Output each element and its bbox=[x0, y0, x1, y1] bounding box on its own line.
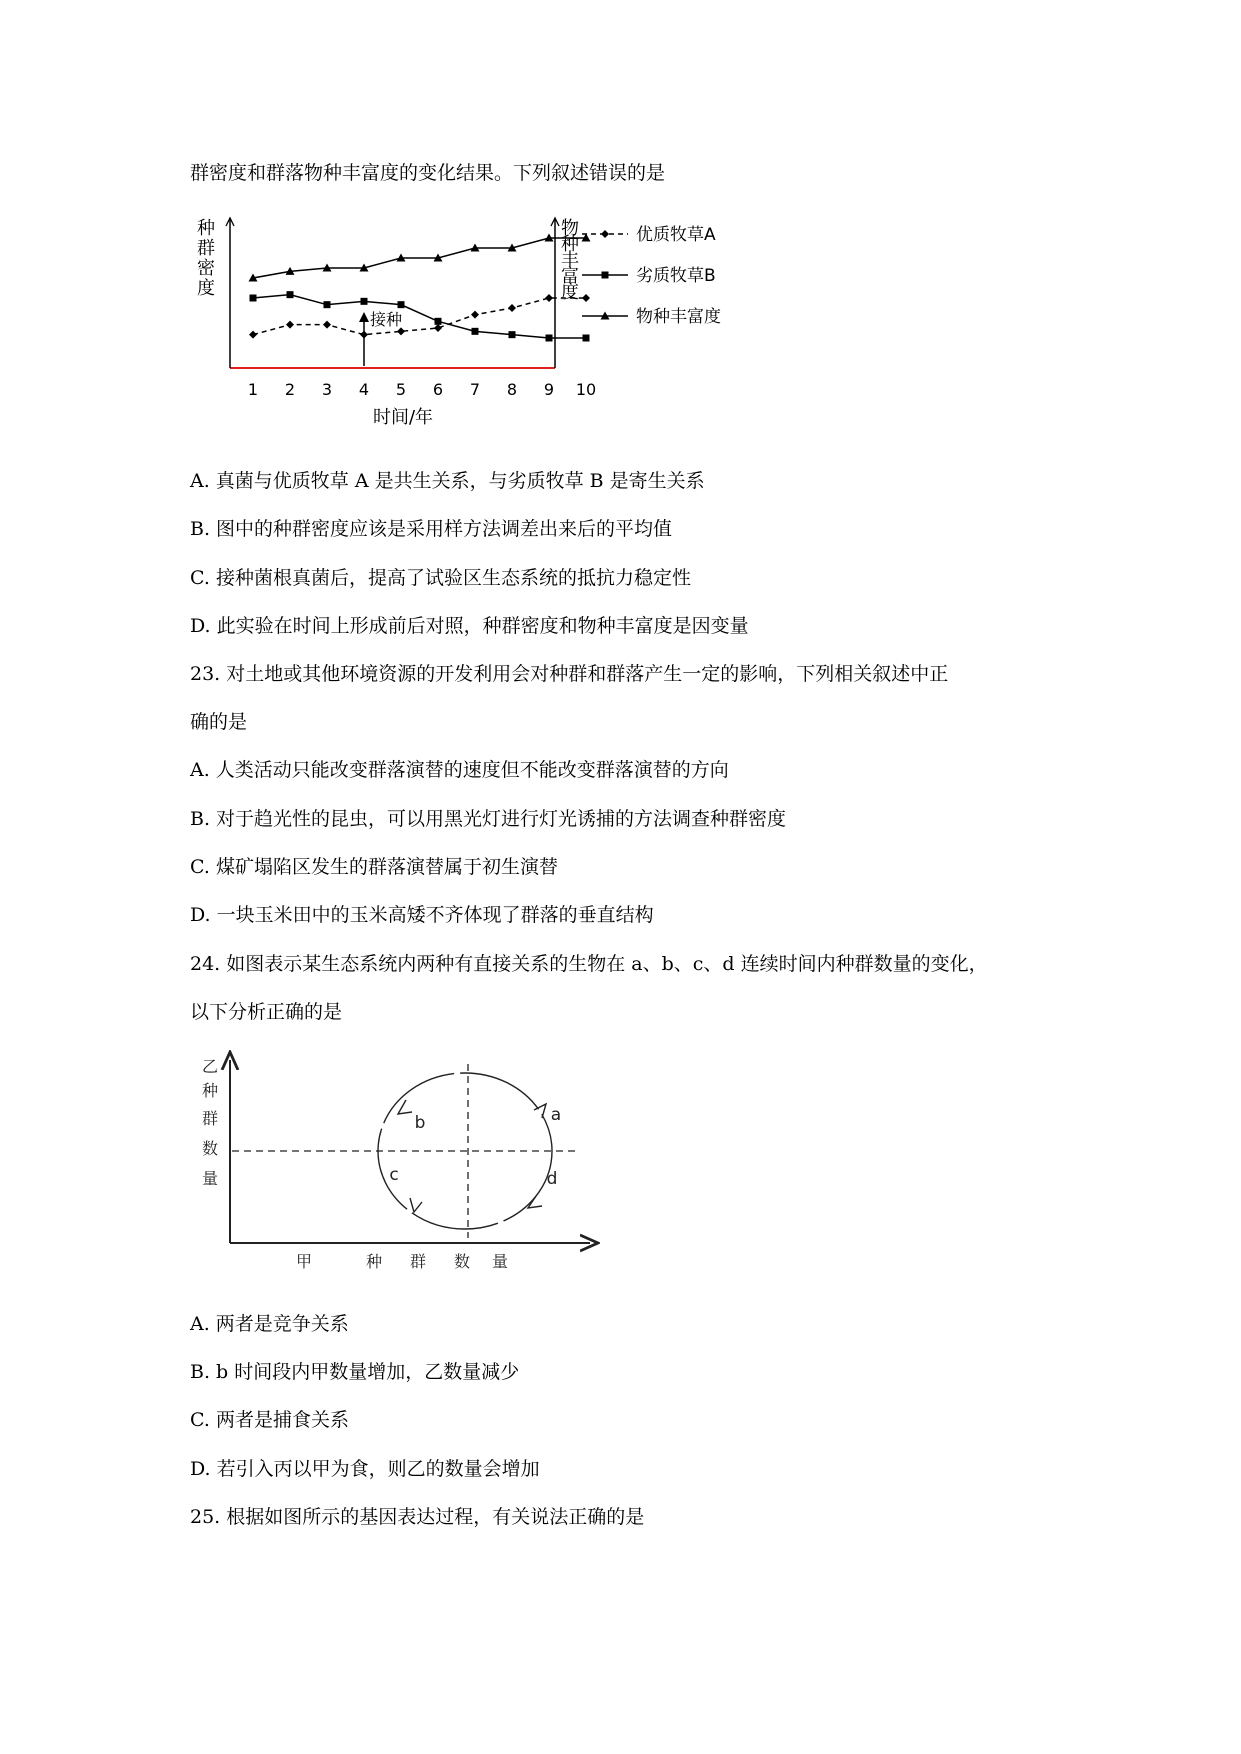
x-axis-label: 时间/年 bbox=[372, 407, 434, 428]
y-label-left-char: 度 bbox=[197, 278, 215, 299]
series-1-point bbox=[286, 321, 294, 329]
cycle-y-label bbox=[202, 1057, 218, 1188]
series-line-1 bbox=[253, 298, 586, 335]
series-2-point bbox=[435, 318, 442, 325]
series-1-point bbox=[323, 321, 331, 329]
chart-legend bbox=[582, 225, 721, 327]
legend-label-1: 优质牧草A bbox=[636, 225, 716, 245]
svg-text:群: 群 bbox=[201, 1109, 219, 1128]
series-line-3 bbox=[253, 238, 586, 278]
q23-option-c: C. 煤矿塌陷区发生的群落演替属于初生演替 bbox=[190, 856, 558, 878]
q24-option-d: D. 若引入丙以甲为食，则乙的数量会增加 bbox=[190, 1458, 540, 1480]
x-tick-label: 6 bbox=[432, 380, 444, 399]
series-2-point bbox=[472, 328, 479, 335]
y-label-right-char: 丰 bbox=[561, 250, 579, 271]
q24-option-c: C. 两者是捕食关系 bbox=[190, 1409, 349, 1431]
series-2-point bbox=[250, 295, 257, 302]
cycle-x-label bbox=[296, 1252, 508, 1270]
q23-option-b: B. 对于趋光性的昆虫，可以用黑光灯进行灯光诱捕的方法调查种群密度 bbox=[190, 808, 787, 830]
q25-stem: 25. 根据如图所示的基因表达过程，有关说法正确的是 bbox=[190, 1506, 645, 1528]
q24-option-b: B. b 时间段内甲数量增加，乙数量减少 bbox=[190, 1361, 520, 1383]
segment-label-c: c bbox=[389, 1165, 399, 1185]
x-tick-label: 5 bbox=[395, 380, 407, 399]
series-1-point bbox=[249, 331, 257, 339]
series-1-point bbox=[434, 324, 442, 332]
series-1-point bbox=[582, 294, 590, 302]
x-tick-label: 7 bbox=[469, 380, 481, 399]
y-label-right-char: 度 bbox=[561, 282, 579, 303]
svg-text:种: 种 bbox=[365, 1252, 383, 1270]
x-tick-label: 4 bbox=[358, 380, 370, 399]
y-label-right-char: 种 bbox=[561, 234, 579, 255]
segment-label-d: d bbox=[546, 1169, 558, 1189]
series-2-point bbox=[324, 301, 331, 308]
series-2-point bbox=[398, 301, 405, 308]
svg-text:量: 量 bbox=[201, 1169, 219, 1188]
population-density-chart bbox=[190, 212, 830, 434]
legend-marker-2 bbox=[602, 272, 609, 279]
series-1-point bbox=[360, 331, 368, 339]
series-2-point bbox=[546, 335, 553, 342]
series-1-point bbox=[471, 311, 479, 319]
y-label-left-char: 群 bbox=[197, 238, 215, 259]
series-2-point bbox=[287, 291, 294, 298]
segment-label-b: b bbox=[414, 1113, 426, 1133]
annotation-arrow-head bbox=[359, 312, 369, 322]
cycle-guides bbox=[232, 1064, 580, 1238]
svg-text:群: 群 bbox=[409, 1252, 427, 1270]
series-2-point bbox=[361, 298, 368, 305]
series-2-point bbox=[583, 335, 590, 342]
annotation-label: 接种 bbox=[370, 310, 403, 329]
x-tick-label: 2 bbox=[284, 380, 296, 399]
chart-marks bbox=[249, 234, 591, 367]
q24-stem-line1: 24. 如图表示某生态系统内两种有直接关系的生物在 a、b、c、d 连续时间内种群数量的变化， bbox=[190, 953, 988, 975]
x-tick-label: 1 bbox=[247, 380, 259, 399]
q22-option-b: B. 图中的种群密度应该是采用样方法调差出来后的平均值 bbox=[190, 518, 673, 540]
q24-option-a: A. 两者是竞争关系 bbox=[190, 1313, 349, 1335]
series-1-point bbox=[545, 294, 553, 302]
q23-option-d: D. 一块玉米田中的玉米高矮不齐体现了群落的垂直结构 bbox=[190, 904, 654, 926]
population-cycle-diagram bbox=[190, 1048, 620, 1270]
q24-stem-line2: 以下分析正确的是 bbox=[190, 1001, 343, 1023]
svg-text:种: 种 bbox=[201, 1081, 219, 1100]
legend-label-2: 劣质牧草B bbox=[636, 266, 716, 286]
y-label-left-char: 种 bbox=[197, 218, 215, 239]
q23-stem-line1: 23. 对土地或其他环境资源的开发利用会对种群和群落产生一定的影响，下列相关叙述中正 bbox=[190, 663, 949, 685]
series-2-point bbox=[509, 331, 516, 338]
svg-text:数: 数 bbox=[453, 1252, 471, 1270]
svg-text:甲: 甲 bbox=[295, 1252, 313, 1270]
q22-option-c: C. 接种菌根真菌后，提高了试验区生态系统的抵抗力稳定性 bbox=[190, 567, 691, 589]
svg-text:量: 量 bbox=[491, 1252, 509, 1270]
x-tick-label: 10 bbox=[575, 380, 597, 399]
legend-label-3: 物种丰富度 bbox=[636, 307, 721, 327]
y-label-left-char: 密 bbox=[197, 258, 215, 279]
segment-label-a: a bbox=[550, 1105, 562, 1125]
x-tick-label: 9 bbox=[543, 380, 555, 399]
intro-line: 群密度和群落物种丰富度的变化结果。下列叙述错误的是 bbox=[190, 162, 666, 184]
q23-stem-line2: 确的是 bbox=[190, 711, 248, 733]
q22-option-d: D. 此实验在时间上形成前后对照，种群密度和物种丰富度是因变量 bbox=[190, 615, 749, 637]
svg-text:乙: 乙 bbox=[201, 1057, 219, 1076]
y-label-right-char: 物 bbox=[561, 218, 579, 239]
legend-marker-1 bbox=[601, 230, 609, 238]
x-tick-label: 8 bbox=[506, 380, 518, 399]
q22-option-a: A. 真菌与优质牧草 A 是共生关系，与劣质牧草 B 是寄生关系 bbox=[190, 470, 705, 492]
series-1-point bbox=[508, 304, 516, 312]
svg-text:数: 数 bbox=[201, 1139, 219, 1158]
x-tick-label: 3 bbox=[321, 380, 333, 399]
q23-option-a: A. 人类活动只能改变群落演替的速度但不能改变群落演替的方向 bbox=[190, 759, 729, 781]
y-label-right-char: 富 bbox=[561, 266, 579, 287]
